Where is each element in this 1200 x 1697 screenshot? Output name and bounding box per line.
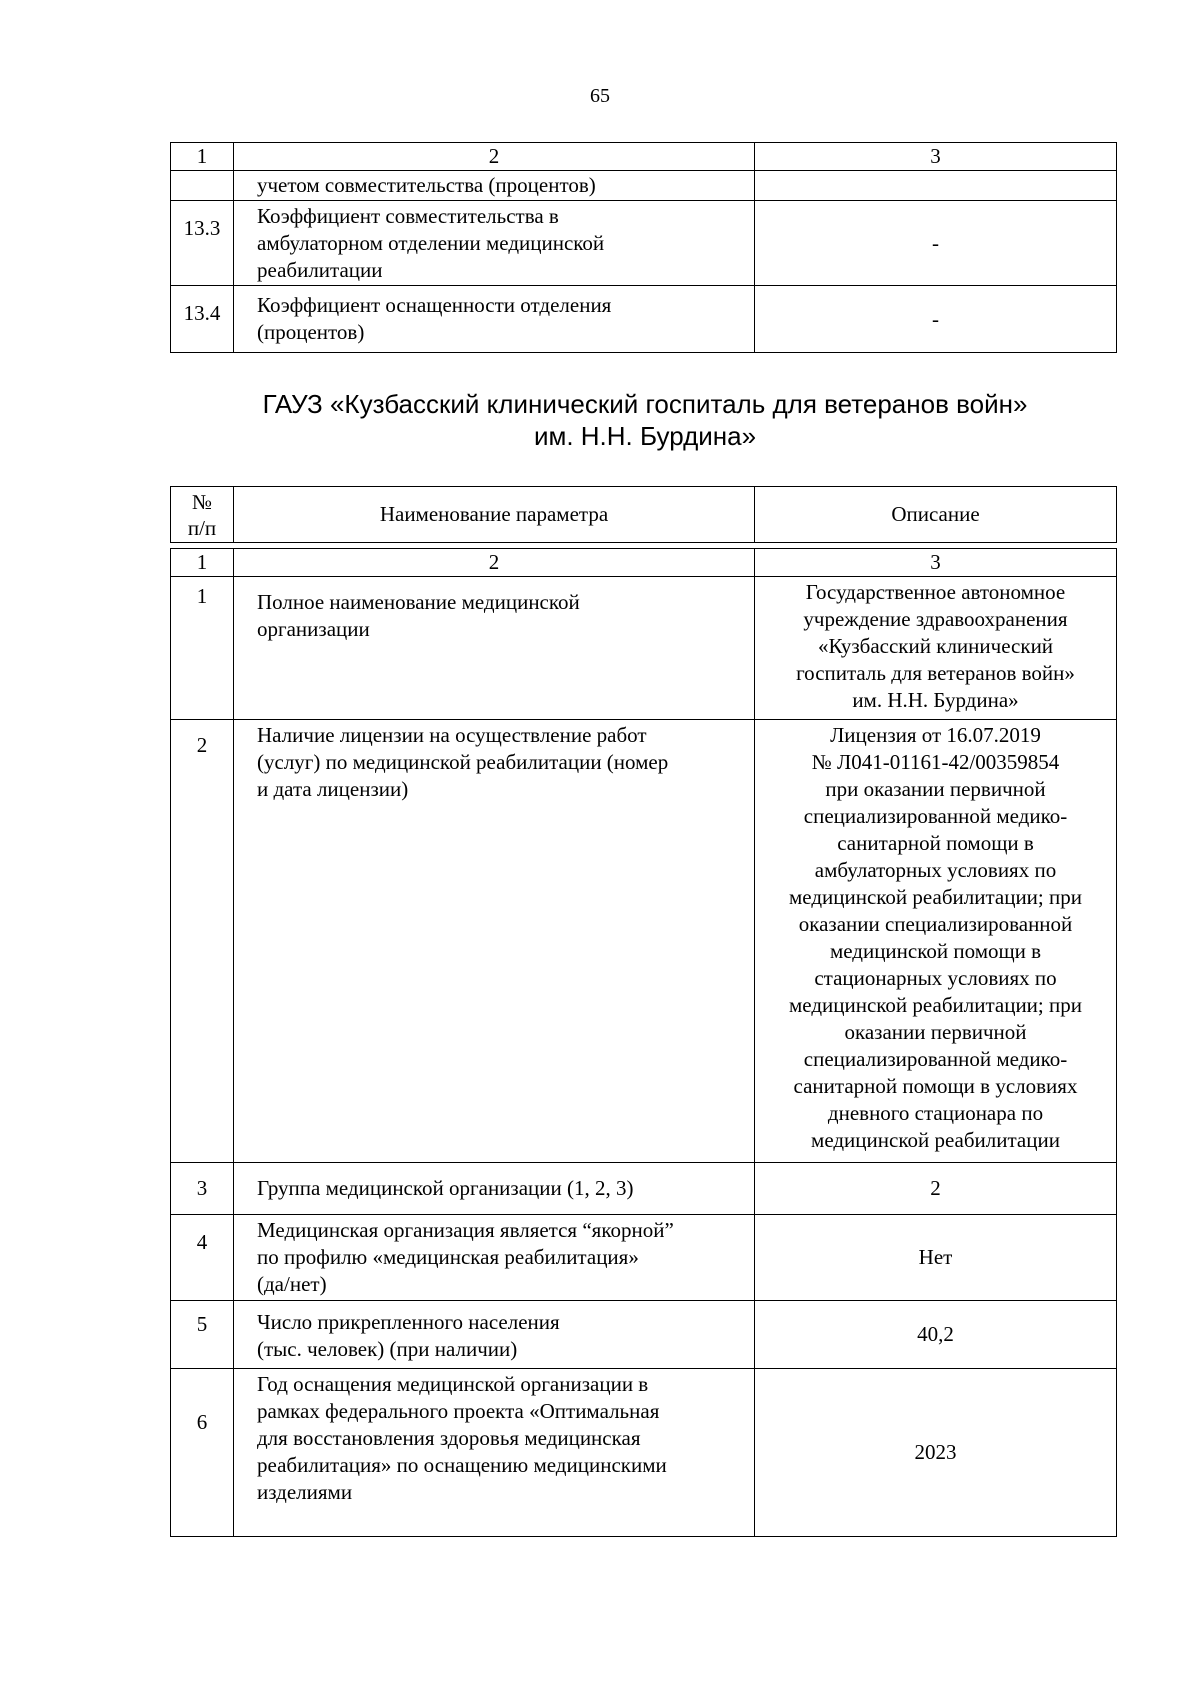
text-line: специализированной медико-	[803, 1047, 1068, 1071]
text-line: Коэффициент оснащенности отделения	[257, 293, 612, 317]
parameter-value: 2	[755, 1163, 1117, 1215]
parameter-value: Нет	[755, 1215, 1117, 1301]
row-number: 1	[171, 577, 234, 720]
text-line: организации	[257, 617, 370, 641]
section-heading: ГАУЗ «Кузбасский клинический госпиталь для ветеранов войн»	[262, 389, 1028, 419]
text-line: оказании первичной	[844, 1020, 1027, 1044]
parameter-name	[234, 1301, 755, 1369]
header-number	[171, 487, 234, 543]
text-line: госпиталь для ветеранов войн»	[796, 661, 1075, 685]
text-line: Группа медицинской организации (1, 2, 3)	[257, 1176, 634, 1200]
parameter-value: 40,2	[755, 1301, 1117, 1369]
table-row	[171, 1369, 1117, 1537]
text-line: № Л041-01161-42/00359854	[811, 750, 1060, 774]
parameter-name	[234, 720, 755, 1163]
row-number: 5	[171, 1301, 234, 1369]
parameter-value: -	[755, 201, 1117, 286]
column-number-row	[171, 143, 1117, 171]
text-line: Наличие лицензии на осуществление работ	[257, 723, 647, 747]
text-line: Полное наименование медицинской	[257, 590, 580, 614]
text-line: и дата лицензии)	[257, 777, 409, 801]
table-row	[171, 1301, 1117, 1369]
page-number: 65	[590, 85, 610, 107]
column-number: 3	[755, 549, 1117, 577]
text-line: «Кузбасский клинический	[817, 634, 1054, 658]
text-line: (услуг) по медицинской реабилитации (номер	[257, 750, 669, 774]
parameter-name	[234, 1163, 755, 1215]
header-number-symbol: №	[191, 489, 213, 514]
section-heading-continuation: им. Н.Н. Бурдина»	[533, 421, 757, 451]
text-line: Коэффициент совместительства в	[257, 204, 559, 228]
parameter-name	[234, 171, 755, 201]
text-line: медицинской помощи в	[829, 939, 1042, 963]
parameter-name	[234, 577, 755, 720]
text-line: рамках федерального проекта «Оптимальная	[257, 1399, 660, 1423]
text-line: дневного стационара по	[827, 1101, 1044, 1125]
table-row	[171, 1215, 1117, 1301]
row-number: 13.3	[171, 201, 234, 286]
text-line: (процентов)	[257, 320, 365, 344]
text-line: реабилитация» по оснащению медицинскими	[257, 1453, 667, 1477]
text-line: (да/нет)	[257, 1272, 327, 1296]
text-line: медицинской реабилитации	[811, 1128, 1060, 1152]
table-row	[171, 720, 1117, 1163]
row-number	[171, 171, 234, 201]
text-line: при оказании первичной	[825, 777, 1046, 801]
row-number: 6	[171, 1369, 234, 1537]
text-line: изделиями	[257, 1480, 353, 1504]
text-line: Число прикрепленного населения	[257, 1310, 560, 1334]
text-line: им. Н.Н. Бурдина»	[852, 688, 1019, 712]
text-line: амбулаторных условиях по	[814, 858, 1057, 882]
parameter-name	[234, 286, 755, 353]
column-number: 2	[234, 549, 755, 577]
row-number: 13.4	[171, 286, 234, 353]
header-description: Описание	[755, 487, 1117, 543]
table-row	[171, 286, 1117, 353]
text-line: амбулаторном отделении медицинской	[257, 231, 605, 255]
text-line: (тыс. человек) (при наличии)	[257, 1337, 518, 1361]
text-line: Государственное автономное	[805, 580, 1066, 604]
text-line: стационарных условиях по	[814, 966, 1057, 990]
column-number: 1	[171, 143, 234, 171]
parameter-value	[755, 577, 1117, 720]
main-table-header	[170, 486, 1117, 543]
text-line: для восстановления здоровья медицинская	[257, 1426, 641, 1450]
column-number: 3	[755, 143, 1117, 171]
text-line: учреждение здравоохранения	[803, 607, 1068, 631]
text-line: оказании специализированной	[798, 912, 1073, 936]
column-number: 1	[171, 549, 234, 577]
main-table	[170, 548, 1117, 1537]
text-line: Медицинская организация является “якорной”	[257, 1218, 674, 1242]
table-row	[171, 577, 1117, 720]
table-row	[171, 171, 1117, 201]
table-row	[171, 1163, 1117, 1215]
continuation-table	[170, 142, 1117, 353]
row-number: 4	[171, 1215, 234, 1301]
text-line: Год оснащения медицинской организации в	[257, 1372, 649, 1396]
column-number-row	[171, 549, 1117, 577]
table-row	[171, 201, 1117, 286]
row-number: 3	[171, 1163, 234, 1215]
parameter-value: -	[755, 286, 1117, 353]
text-line: специализированной медико-	[803, 804, 1068, 828]
text-line: реабилитации	[257, 258, 383, 282]
parameter-value	[755, 720, 1117, 1163]
parameter-value	[755, 171, 1117, 201]
text-line: медицинской реабилитации; при	[789, 993, 1082, 1017]
text-line: Лицензия от 16.07.2019	[830, 723, 1041, 747]
text-line: санитарной помощи в условиях	[793, 1074, 1078, 1098]
row-number: 2	[171, 720, 234, 1163]
parameter-name	[234, 201, 755, 286]
header-row	[171, 487, 1117, 543]
header-number-abbrev: п/п	[187, 515, 217, 540]
text-line: по профилю «медицинская реабилитация»	[257, 1245, 639, 1269]
column-number: 2	[234, 143, 755, 171]
text-line: санитарной помощи в	[837, 831, 1034, 855]
text-line: учетом совместительства (процентов)	[257, 173, 596, 197]
parameter-name	[234, 1369, 755, 1537]
parameter-value: 2023	[755, 1369, 1117, 1537]
header-parameter-name: Наименование параметра	[234, 487, 755, 543]
parameter-name	[234, 1215, 755, 1301]
text-line: медицинской реабилитации; при	[789, 885, 1082, 909]
